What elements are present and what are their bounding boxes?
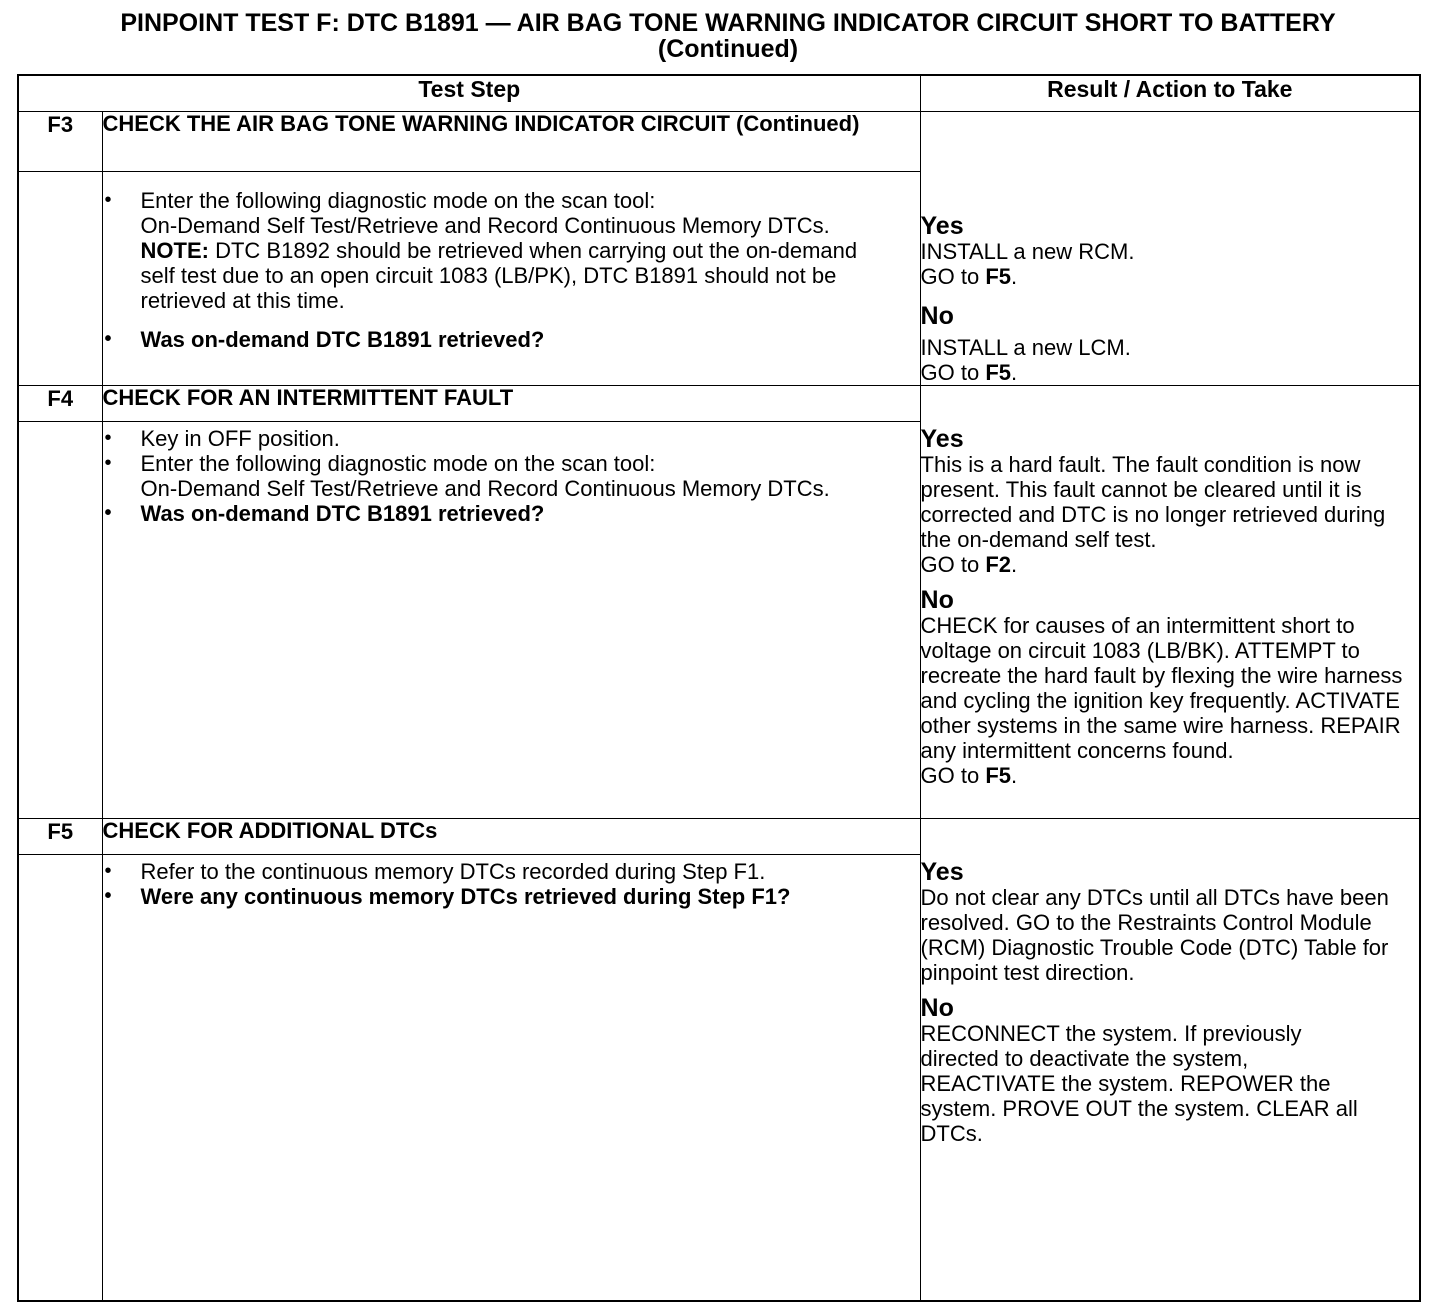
page-title-line1: PINPOINT TEST F: DTC B1891 — AIR BAG TONE WARNING INDICATOR CIRCUIT SHORT TO BATTERY bbox=[120, 9, 1336, 37]
yes-go: GO to F5. bbox=[920, 264, 1018, 289]
go-target-link[interactable]: F5 bbox=[985, 763, 1012, 788]
header-row bbox=[18, 75, 1420, 112]
go-target-link[interactable]: F5 bbox=[985, 264, 1012, 289]
yes-go: GO to F2. bbox=[920, 552, 1018, 577]
step-id: F5 bbox=[18, 819, 102, 855]
step-f3-title-row bbox=[18, 112, 1420, 172]
page-title-line2: (Continued) bbox=[657, 35, 799, 63]
no-text: CHECK for causes of an intermittent short to voltage on circuit 1083 (LB/BK). ATTEMPT to recreate the hard fault by flexing the wire harness and cycling the ignition key frequently. ACTIVATE other systems in the same wire harness. REPAIR any intermittent concerns found. bbox=[920, 613, 1403, 763]
no-text: RECONNECT the system. If previously directed to deactivate the system, REACTIVATE the system. REPOWER the system. PROVE OUT the system. CLEAR all DTCs. bbox=[920, 1021, 1358, 1146]
bullet-question: • Were any continuous memory DTCs retrieved during Step F1? bbox=[103, 884, 920, 909]
step-id: F3 bbox=[18, 112, 102, 172]
step-f4-title-row bbox=[18, 386, 1420, 422]
no-text: INSTALL a new LCM. bbox=[920, 335, 1131, 360]
yes-label: Yes bbox=[920, 425, 964, 453]
step-title: CHECK FOR AN INTERMITTENT FAULT bbox=[102, 386, 920, 422]
step-body bbox=[102, 172, 920, 386]
bullet-question: • Was on-demand DTC B1891 retrieved? bbox=[103, 501, 920, 526]
step-body bbox=[102, 422, 920, 819]
step-title: CHECK FOR ADDITIONAL DTCs bbox=[102, 819, 920, 855]
bullet-item: • Key in OFF position. bbox=[103, 426, 920, 451]
no-label: No bbox=[920, 586, 954, 614]
header-test-step: Test Step bbox=[18, 75, 920, 112]
step-title: CHECK THE AIR BAG TONE WARNING INDICATOR CIRCUIT (Continued) bbox=[102, 112, 920, 172]
no-go: GO to F5. bbox=[920, 763, 1018, 788]
bullet-question: • Was on-demand DTC B1891 retrieved? bbox=[103, 327, 920, 352]
bullet-item: • Enter the following diagnostic mode on the scan tool: On-Demand Self Test/Retrieve and Record Continuous Memory DTCs. NOTE: DTC B1892 should be retrieved when carrying out the on-demand self test due to an open circuit 1083 (LB/PK), DTC B1891 should not be retrieved at this time. bbox=[103, 188, 920, 313]
header-result: Result / Action to Take bbox=[920, 75, 1420, 112]
note-label: NOTE: bbox=[140, 238, 209, 263]
yes-text: This is a hard fault. The fault condition is now present. This fault cannot be cleared until it is corrected and DTC is no longer retrieved during the on-demand self test. bbox=[920, 452, 1386, 552]
no-label: No bbox=[920, 302, 954, 330]
no-label: No bbox=[920, 994, 954, 1022]
pinpoint-test-table bbox=[17, 74, 1421, 1302]
yes-label: Yes bbox=[920, 212, 964, 240]
step-f5-result bbox=[920, 819, 1420, 1301]
bullet-item: • Refer to the continuous memory DTCs recorded during Step F1. bbox=[103, 859, 920, 884]
page-title bbox=[0, 0, 1456, 62]
step-f5-title-row bbox=[18, 819, 1420, 855]
yes-text: INSTALL a new RCM. bbox=[920, 239, 1135, 264]
no-go: GO to F5. bbox=[920, 360, 1018, 385]
step-id: F4 bbox=[18, 386, 102, 422]
step-f4-result bbox=[920, 386, 1420, 819]
yes-text: Do not clear any DTCs until all DTCs have been resolved. GO to the Restraints Control Module (RCM) Diagnostic Trouble Code (DTC) Table for pinpoint test direction. bbox=[920, 885, 1389, 985]
step-f3-result bbox=[920, 112, 1420, 386]
go-target-link[interactable]: F2 bbox=[985, 552, 1012, 577]
yes-label: Yes bbox=[920, 858, 964, 886]
note-text: DTC B1892 should be retrieved when carrying out the on-demand self test due to an open circuit 1083 (LB/PK), DTC B1891 should not be retrieved at this time. bbox=[140, 238, 858, 313]
go-target-link[interactable]: F5 bbox=[985, 360, 1012, 385]
bullet-item: • Enter the following diagnostic mode on the scan tool: On-Demand Self Test/Retrieve and Record Continuous Memory DTCs. bbox=[103, 451, 920, 501]
step-body bbox=[102, 855, 920, 1301]
